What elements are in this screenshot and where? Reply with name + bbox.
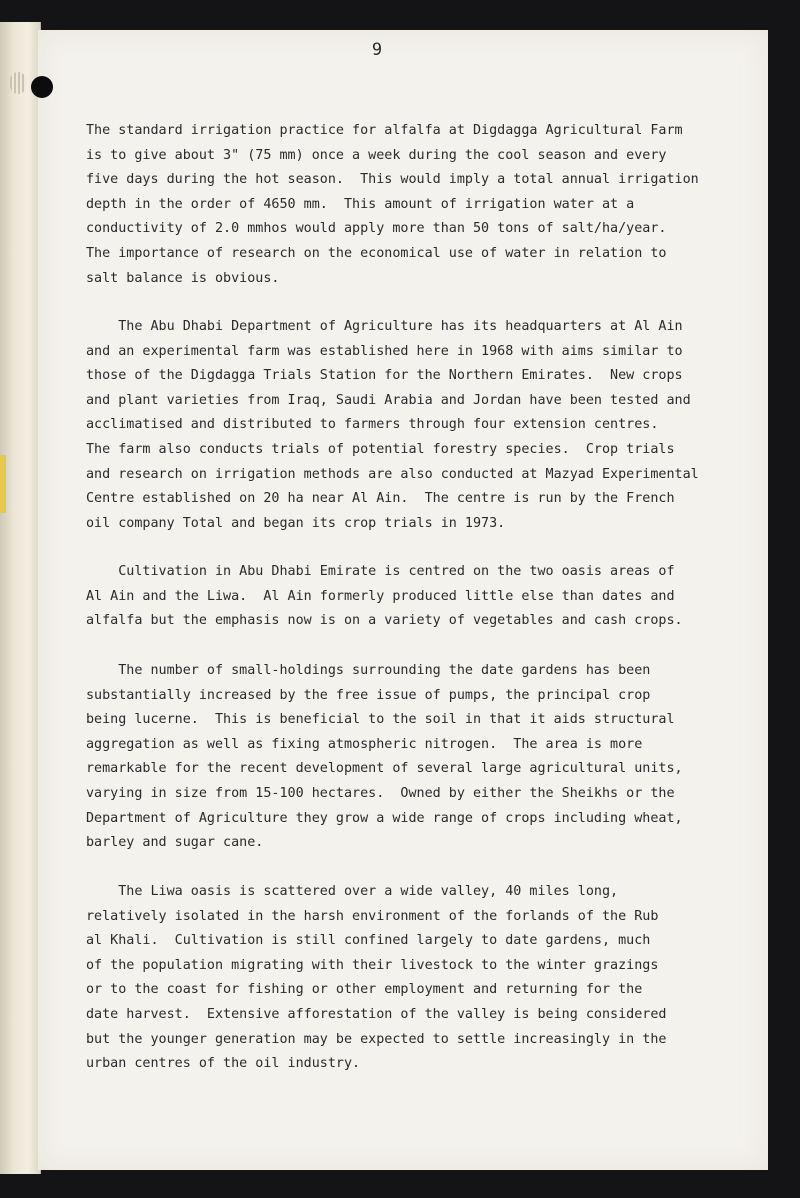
- text-line: acclimatised and distributed to farmers through four extension centres.: [86, 417, 659, 433]
- text-line: barley and sugar cane.: [86, 835, 264, 851]
- text-line: but the younger generation may be expected to settle increasingly in the: [86, 1031, 667, 1047]
- paragraph-cultivation: [86, 560, 746, 634]
- text-line: Centre established on 20 ha near Al Ain. The centre is run by the French: [86, 491, 675, 507]
- text-line: Cultivation in Abu Dhabi Emirate is centred on the two oasis areas of: [86, 564, 675, 579]
- paragraph-liwa-oasis: [86, 880, 746, 1077]
- text-line: five days during the hot season. This would imply a total annual irrigation: [86, 172, 699, 188]
- paragraph-abu-dhabi-department: [86, 315, 746, 536]
- text-line: aggregation as well as fixing atmospheric nitrogen. The area is more: [86, 736, 643, 752]
- text-line: being lucerne. This is beneficial to the soil in that it aids structural: [86, 712, 675, 728]
- text-line: is to give about 3" (75 mm) once a week during the cool season and every: [86, 147, 667, 163]
- text-line: The standard irrigation practice for alfalfa at Digdagga Agricultural Farm: [86, 123, 683, 138]
- text-line: of the population migrating with their livestock to the winter grazings: [86, 957, 659, 973]
- text-line: oil company Total and began its crop trials in 1973.: [86, 515, 506, 531]
- binder-edge: [0, 22, 41, 1174]
- text-line: varying in size from 15-100 hectares. Owned by either the Sheikhs or the: [86, 785, 675, 801]
- text-line: The Liwa oasis is scattered over a wide valley, 40 miles long,: [86, 884, 619, 899]
- binder-tab: [0, 455, 6, 513]
- page-number: 9: [371, 40, 383, 60]
- text-line: remarkable for the recent development of several large agricultural units,: [86, 761, 683, 777]
- text-line: al Khali. Cultivation is still confined largely to date gardens, much: [86, 933, 651, 949]
- text-line: or to the coast for fishing or other employment and returning for the: [86, 982, 643, 998]
- punch-hole: [31, 76, 53, 98]
- binder-ring: [10, 72, 26, 94]
- text-line: conductivity of 2.0 mmhos would apply more than 50 tons of salt/ha/year.: [86, 221, 667, 237]
- document-page: [38, 30, 768, 1170]
- text-line: date harvest. Extensive afforestation of the valley is being considered: [86, 1006, 667, 1022]
- text-line: and research on irrigation methods are also conducted at Mazyad Experimental: [86, 466, 699, 482]
- text-line: The farm also conducts trials of potential forestry species. Crop trials: [86, 441, 675, 457]
- text-line: depth in the order of 4650 mm. This amount of irrigation water at a: [86, 196, 635, 212]
- text-line: alfalfa but the emphasis now is on a variety of vegetables and cash crops.: [86, 613, 683, 629]
- text-line: The Abu Dhabi Department of Agriculture has its headquarters at Al Ain: [86, 319, 683, 334]
- text-line: Al Ain and the Liwa. Al Ain formerly produced little else than dates and: [86, 588, 675, 604]
- text-line: The number of small-holdings surrounding the date gardens has been: [86, 663, 651, 678]
- text-line: relatively isolated in the harsh environment of the forlands of the Rub: [86, 908, 659, 924]
- text-line: those of the Digdagga Trials Station for the Northern Emirates. New crops: [86, 368, 683, 384]
- paragraph-irrigation-practice: [86, 119, 746, 291]
- text-line: The importance of research on the economical use of water in relation to: [86, 245, 667, 261]
- paragraph-small-holdings: [86, 659, 746, 856]
- text-line: salt balance is obvious.: [86, 270, 280, 286]
- text-line: substantially increased by the free issue of pumps, the principal crop: [86, 687, 651, 703]
- text-line: urban centres of the oil industry.: [86, 1056, 361, 1072]
- text-line: and plant varieties from Iraq, Saudi Arabia and Jordan have been tested and: [86, 392, 691, 408]
- text-line: and an experimental farm was established here in 1968 with aims similar to: [86, 343, 683, 359]
- text-line: Department of Agriculture they grow a wide range of crops including wheat,: [86, 810, 683, 826]
